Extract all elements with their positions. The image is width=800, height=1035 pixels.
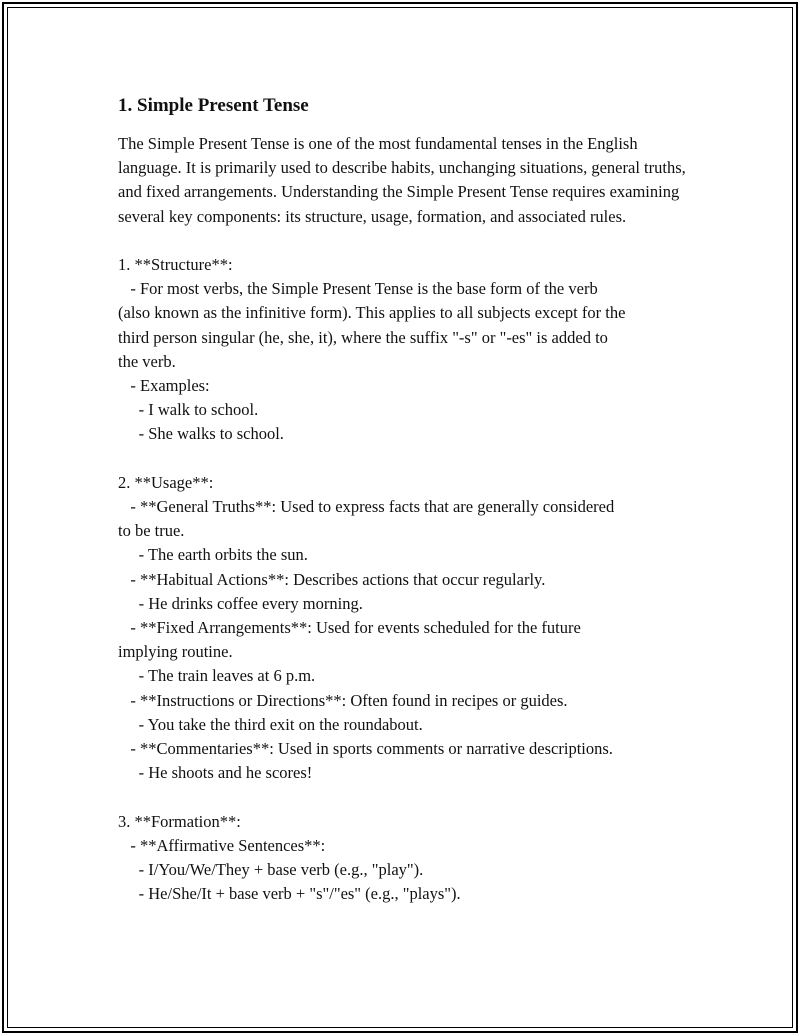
text-line: 3. **Formation**:: [118, 811, 241, 831]
text-line: - The train leaves at 6 p.m.: [118, 666, 316, 686]
text-line: - I/You/We/They + base verb (e.g., "play").: [118, 860, 424, 880]
document-body: [118, 94, 698, 906]
text-line: - She walks to school.: [118, 424, 284, 444]
text-line: 1. **Structure**:: [118, 255, 233, 274]
text-line: - **Habitual Actions**: Describes actions that occur regularly.: [118, 569, 546, 589]
blank-line: [118, 447, 698, 471]
text-line: - **Fixed Arrangements**: Used for events scheduled for the future: [118, 618, 581, 638]
blank-line: [118, 229, 698, 253]
text-line: - **Instructions or Directions**: Often found in recipes or guides.: [118, 690, 568, 710]
page-title: 1. Simple Present Tense: [118, 95, 309, 116]
blank-line: [118, 785, 698, 809]
text-line: - For most verbs, the Simple Present Tense is the base form of the verb: [118, 279, 598, 299]
intro-paragraph: The Simple Present Tense is one of the most fundamental tenses in the English language. It is primarily used to describe habits, unchanging situations, general truths, and fixed arrangements. Understanding the Simple Present Tense requires examining several key components: its structure, usage, formation, and associated rules.: [118, 134, 690, 226]
text-line: implying routine.: [118, 642, 233, 662]
text-line: - Examples:: [118, 376, 210, 396]
text-line: - **General Truths**: Used to express facts that are generally considered: [118, 497, 615, 517]
text-line: - You take the third exit on the roundabout.: [118, 714, 423, 734]
text-line: third person singular (he, she, it), where the suffix "-s" or "-es" is added to: [118, 327, 608, 347]
text-line: (also known as the infinitive form). This applies to all subjects except for the: [118, 303, 626, 323]
text-line: - I walk to school.: [118, 400, 259, 420]
text-line: - He drinks coffee every morning.: [118, 593, 363, 613]
text-line: to be true.: [118, 521, 185, 541]
text-line: - He shoots and he scores!: [118, 763, 313, 783]
body-lines: [118, 229, 698, 907]
text-line: - **Commentaries**: Used in sports comments or narrative descriptions.: [118, 739, 613, 759]
text-line: - **Affirmative Sentences**:: [118, 835, 326, 855]
text-line: - He/She/It + base verb + "s"/"es" (e.g., "plays").: [118, 884, 461, 904]
text-line: the verb.: [118, 351, 176, 371]
text-line: - The earth orbits the sun.: [118, 545, 308, 565]
text-line: 2. **Usage**:: [118, 472, 214, 492]
